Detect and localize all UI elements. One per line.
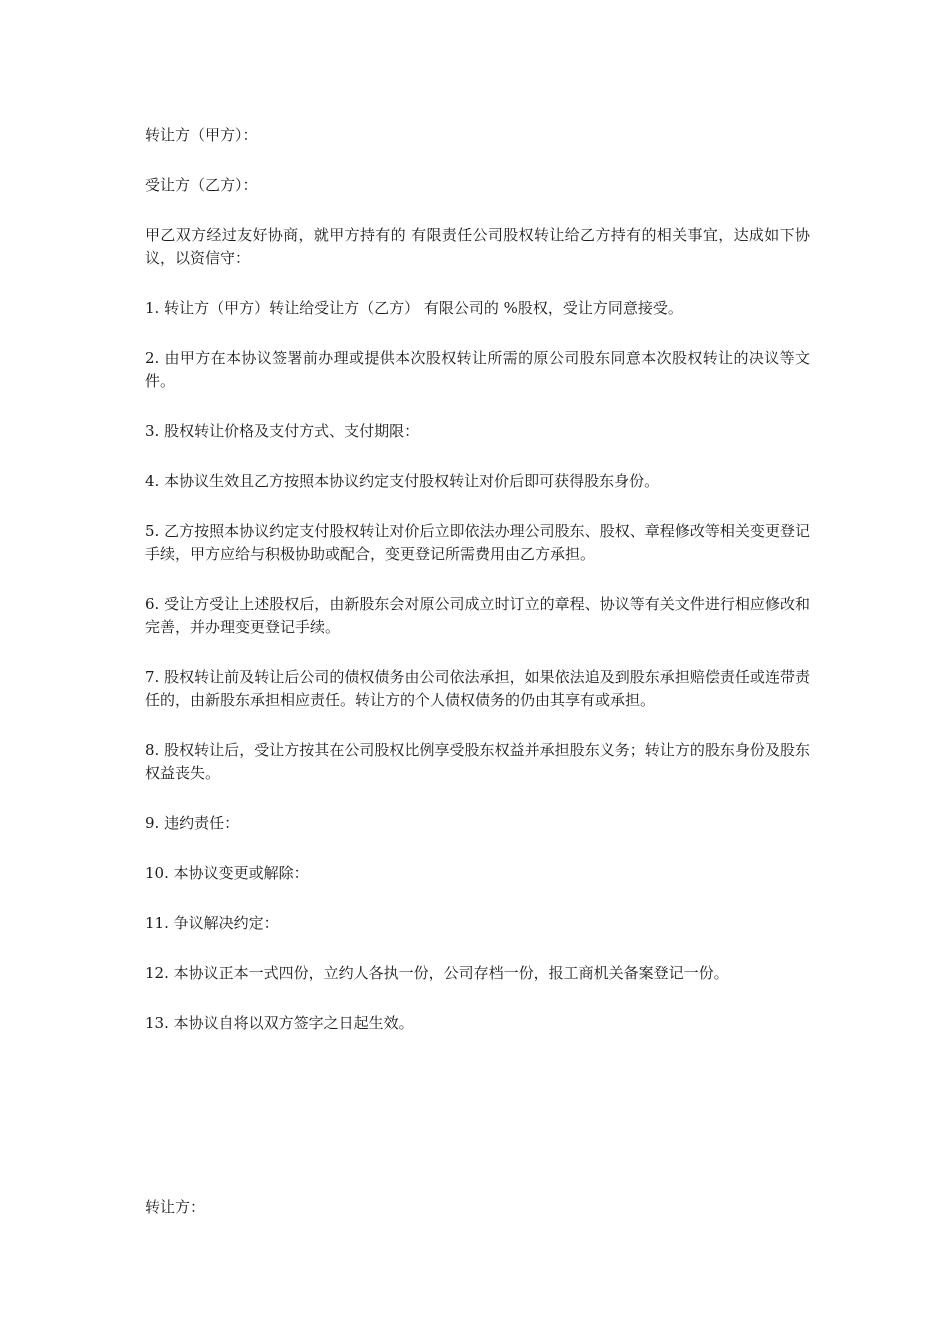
clause-10: 10. 本协议变更或解除：	[145, 864, 309, 882]
clause-13: 13. 本协议自将以双方签字之日起生效。	[145, 1014, 414, 1032]
clause-11: 11. 争议解决约定：	[145, 914, 279, 932]
clause-9: 9. 违约责任：	[145, 814, 240, 832]
transferor-line: 转让方（甲方）：	[145, 126, 258, 144]
clause-7: 7. 股权转让前及转让后公司的债权债务由公司依法承担，如果依法追及到股东承担赔偿责任或连带责任的，由新股东承担相应责任。转让方的个人债权债务的仍由其享有或承担。	[145, 668, 810, 709]
clause-4: 4. 本协议生效且乙方按照本协议约定支付股权转让对价后即可获得股东身份。	[145, 472, 660, 490]
clause-1: 1. 转让方（甲方）转让给受让方（乙方） 有限公司的 %股权，受让方同意接受。	[145, 299, 683, 317]
preamble: 甲乙双方经过友好协商，就甲方持有的 有限责任公司股权转让给乙方持有的相关事宜，达成如下协议，以资信守：	[145, 226, 810, 267]
clause-8: 8. 股权转让后，受让方按其在公司股权比例享受股东权益并承担股东义务；转让方的股东身份及股东权益丧失。	[145, 741, 810, 782]
transferee-line: 受让方（乙方）：	[145, 176, 258, 194]
clause-2: 2. 由甲方在本协议签署前办理或提供本次股权转让所需的原公司股东同意本次股权转让的决议等文件。	[145, 349, 810, 390]
document-body	[145, 124, 810, 1062]
clause-5: 5. 乙方按照本协议约定支付股权转让对价后立即依法办理公司股东、股权、章程修改等相关变更登记手续，甲方应给与积极协助或配合，变更登记所需费用由乙方承担。	[145, 522, 810, 563]
signature-transferor-label: 转让方：	[145, 1198, 206, 1216]
clause-3: 3. 股权转让价格及支付方式、支付期限：	[145, 422, 420, 440]
clause-6: 6. 受让方受让上述股权后，由新股东会对原公司成立时订立的章程、协议等有关文件进行相应修改和完善，并办理变更登记手续。	[145, 595, 810, 636]
clause-12: 12. 本协议正本一式四份，立约人各执一份，公司存档一份，报工商机关备案登记一份。	[145, 964, 729, 982]
